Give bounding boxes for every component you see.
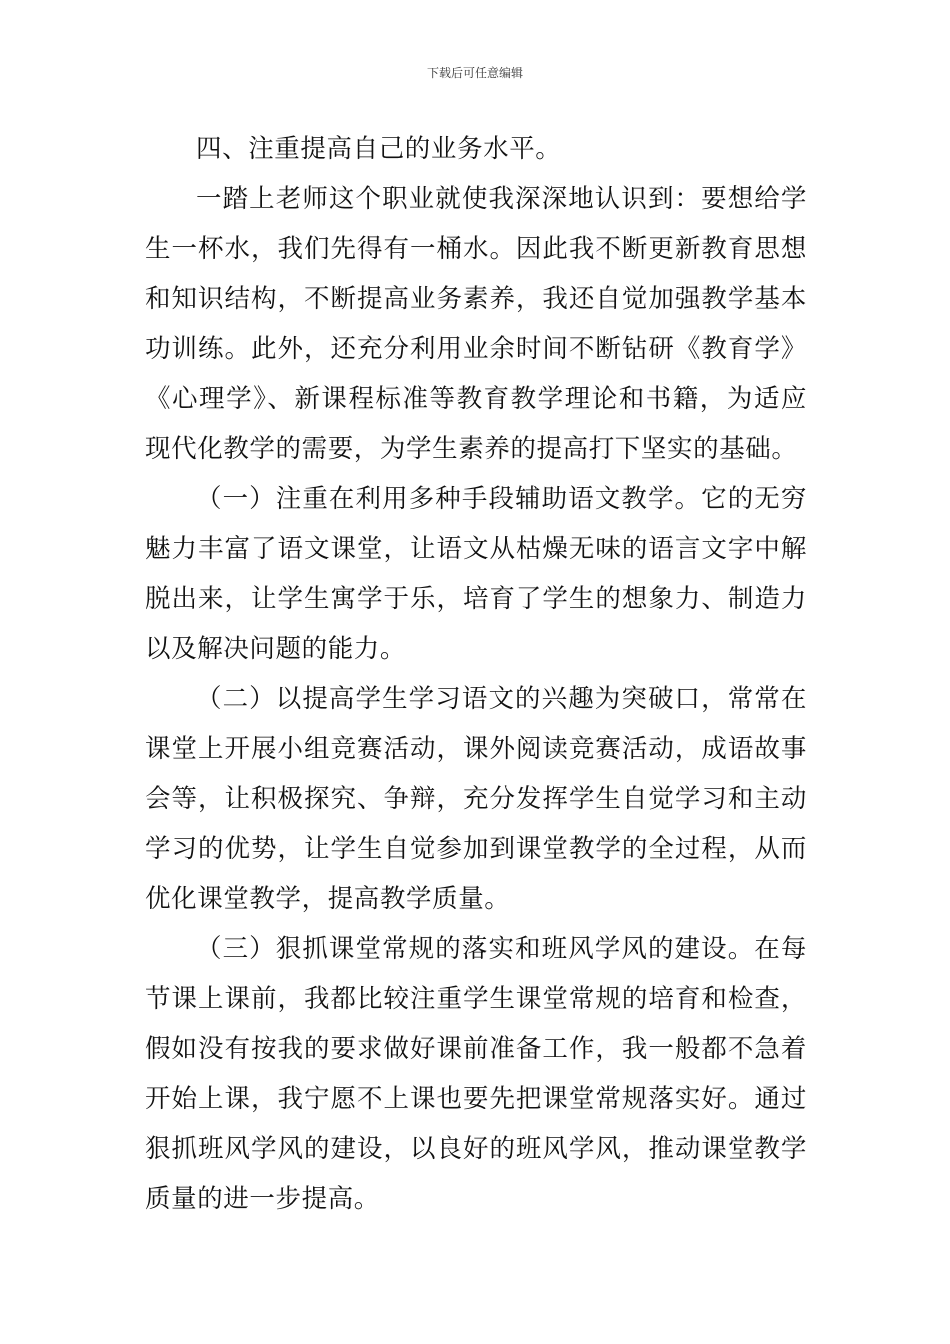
paragraph-intro: 一踏上老师这个职业就使我深深地认识到：要想给学生一杯水，我们先得有一桶水。因此我不断更新教育思想和知识结构，不断提高业务素养，我还自觉加强教学基本功训练。此外，还充分利用业余时间不断钻研《教育学》《心理学》、新课程标准等教育教学理论和书籍，为适应现代化教学的需要，为学生素养的提高打下坚实的基础。 <box>145 184 807 464</box>
paragraph-point-3: （三）狠抓课堂常规的落实和班风学风的建设。在每节课上课前，我都比较注重学生课堂常规的培育和检查，假如没有按我的要求做好课前准备工作，我一般都不急着开始上课，我宁愿不上课也要先把课堂常规落实好。通过狠抓班风学风的建设，以良好的班风学风，推动课堂教学质量的进一步提高。 <box>145 934 807 1214</box>
paragraph-point-2: （二）以提高学生学习语文的兴趣为突破口，常常在课堂上开展小组竞赛活动，课外阅读竞赛活动，成语故事会等，让积极探究、争辩，充分发挥学生自觉学习和主动学习的优势，让学生自觉参加到课堂教学的全过程，从而优化课堂教学，提高教学质量。 <box>145 684 807 914</box>
document-body <box>145 124 807 1224</box>
section-heading: 四、注重提高自己的业务水平。 <box>196 134 562 164</box>
paragraph-point-1: （一）注重在利用多种手段辅助语文教学。它的无穷魅力丰富了语文课堂，让语文从枯燥无味的语言文字中解脱出来，让学生寓学于乐，培育了学生的想象力、制造力以及解决问题的能力。 <box>145 484 807 664</box>
page-header: 下载后可任意编辑 <box>426 66 523 80</box>
